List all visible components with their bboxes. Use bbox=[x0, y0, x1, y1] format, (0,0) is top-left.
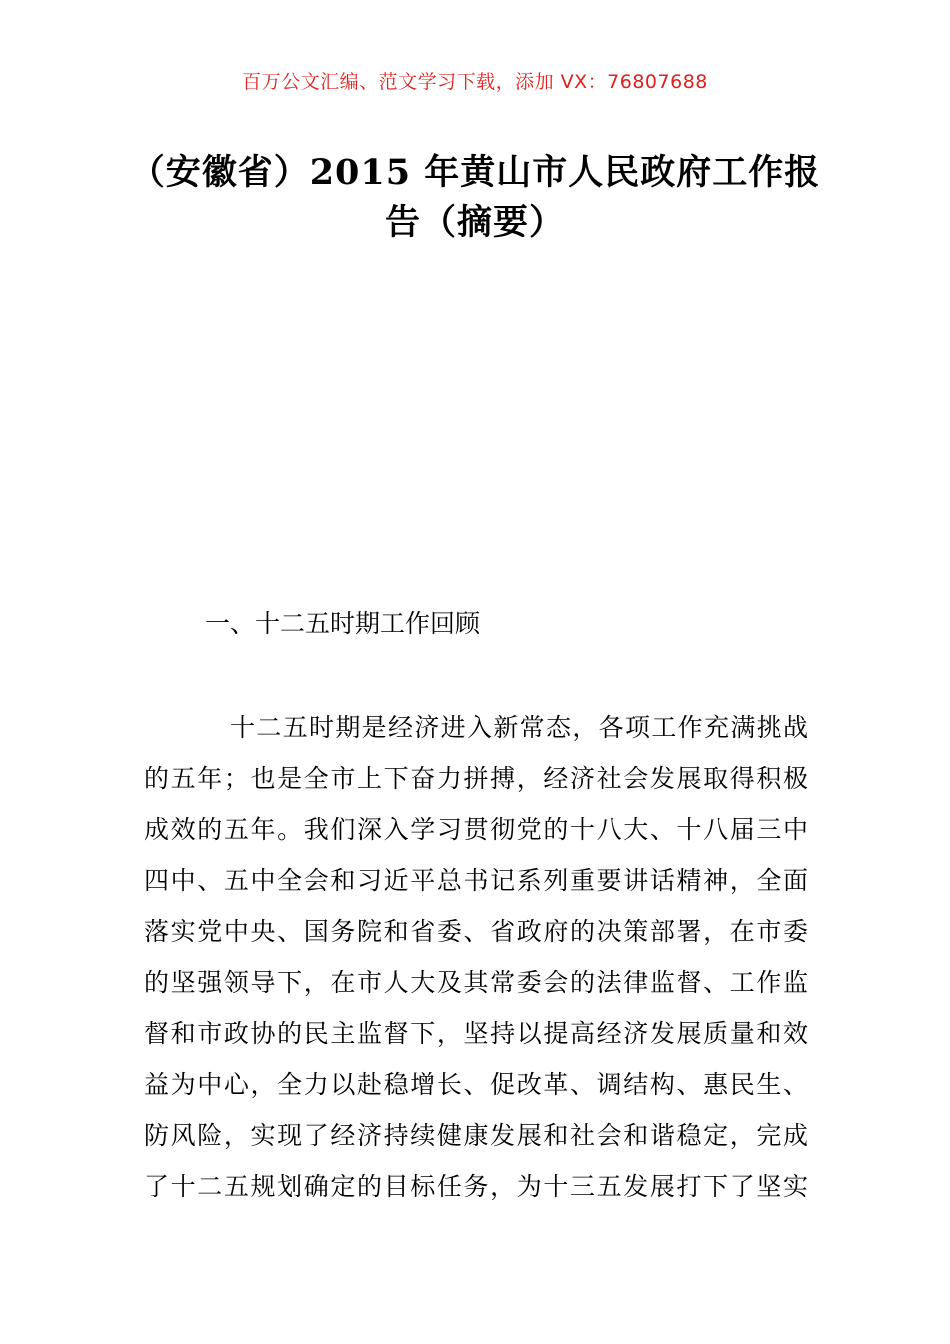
document-title bbox=[120, 148, 830, 248]
body-line-5: 落实党中央、国务院和省委、省政府的决策部署，在市委 bbox=[144, 917, 808, 946]
title-line-1: （安徽省）2015 年黄山市人民政府工作报 bbox=[129, 152, 821, 193]
body-paragraph bbox=[144, 702, 808, 1212]
body-line-7: 督和市政协的民主监督下，坚持以提高经济发展质量和效 bbox=[144, 1019, 808, 1048]
body-line-4: 四中、五中全会和习近平总书记系列重要讲话精神，全面 bbox=[144, 866, 808, 895]
watermark-banner: 百万公文汇编、范文学习下载，添加 VX：76807688 bbox=[242, 71, 708, 93]
body-line-9: 防风险，实现了经济持续健康发展和社会和谐稳定，完成 bbox=[144, 1121, 808, 1150]
section-heading: 一、十二五时期工作回顾 bbox=[205, 609, 481, 638]
body-line-10: 了十二五规划确定的目标任务，为十三五发展打下了坚实 bbox=[144, 1172, 808, 1201]
body-line-8: 益为中心，全力以赴稳增长、促改革、调结构、惠民生、 bbox=[144, 1070, 808, 1099]
body-line-2: 的五年；也是全市上下奋力拼搏，经济社会发展取得积极 bbox=[144, 764, 808, 793]
title-line-2: 告（摘要） bbox=[384, 202, 565, 243]
body-line-1: 十二五时期是经济进入新常态，各项工作充满挑战 bbox=[230, 713, 808, 742]
body-line-3: 成效的五年。我们深入学习贯彻党的十八大、十八届三中 bbox=[144, 815, 808, 844]
body-line-6: 的坚强领导下，在市人大及其常委会的法律监督、工作监 bbox=[144, 968, 808, 997]
